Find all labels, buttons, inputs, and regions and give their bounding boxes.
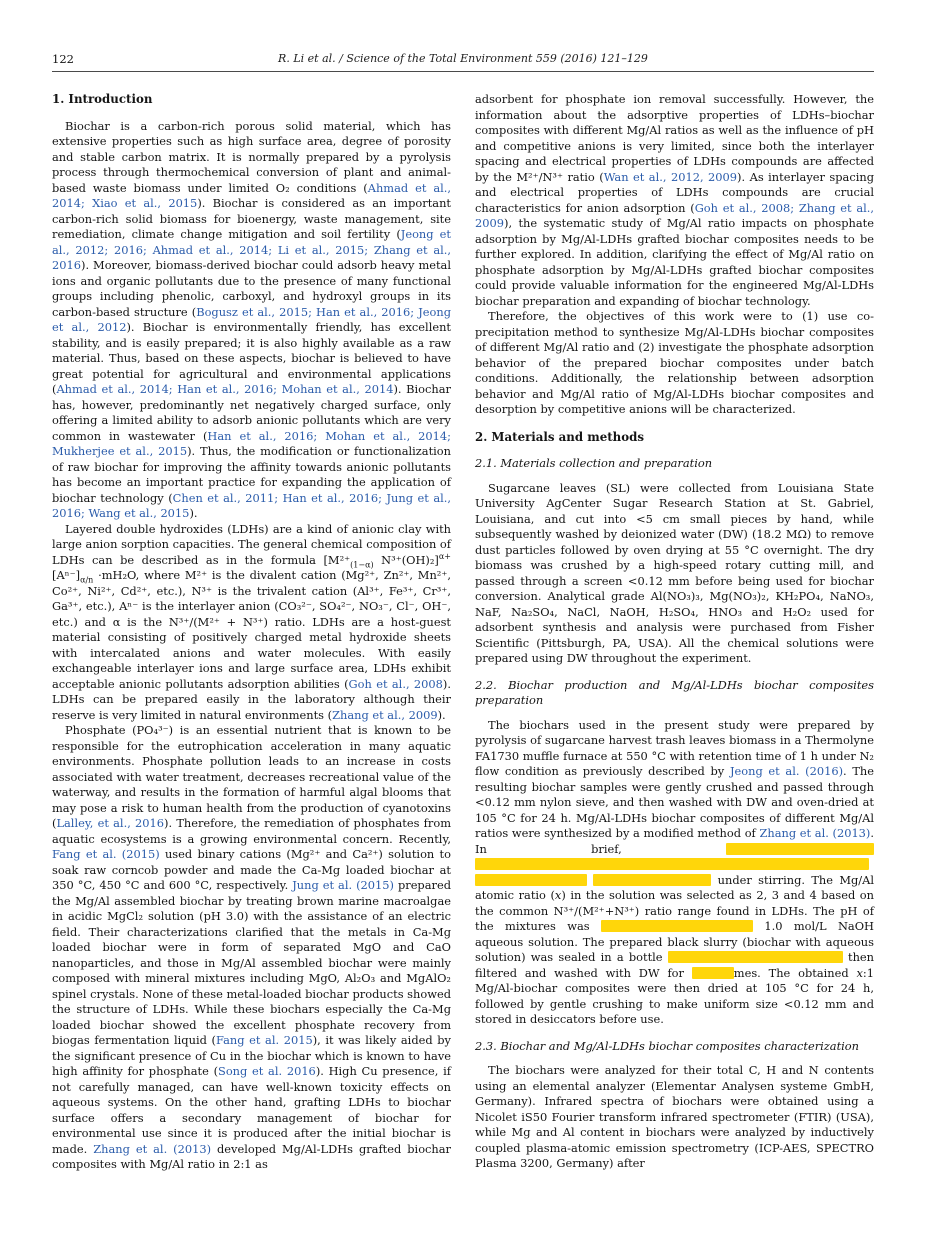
- citation-link[interactable]: Goh et al., 2008: [348, 676, 443, 691]
- section-2-3-heading: 2.3. Biochar and Mg/Al-LDHs biochar composites characterization: [475, 1038, 860, 1053]
- page-content: [52, 52, 874, 1173]
- text-run: adsorbent for phosphate ion removal successfully. However, the information about the adsorptive properties of LDHs–biochar composites with different Mg/Al ratios as well as the influence of pH and competitive anions is very limited, since both the interlayer spacing and electrical properties of LDHs compounds are affected by the M²⁺/N³⁺ ratio (: [475, 92, 874, 184]
- citation-link[interactable]: Fang et al. (2015): [52, 847, 160, 861]
- text-run: ). Thus, the modification or functionalization of raw biochar for improving the affinity towards anionic pollutants has become an important practice for expanding the application of biochar technology (: [52, 444, 451, 505]
- citation-link[interactable]: Goh et al., 2008; Zhang et al., 2009: [475, 200, 874, 230]
- text-run: ).: [189, 506, 198, 520]
- text-run: 1.0 mol/L NaOH aqueous solution. The prepared black slurry (biochar with aqueous solution) was sealed in a bottle: [475, 919, 874, 964]
- citation-link[interactable]: Zhang et al. (2013): [759, 826, 871, 840]
- citation-link[interactable]: Song et al. 2016: [218, 1064, 316, 1078]
- text-run: developed Mg/Al-LDHs grafted biochar composites with Mg/Al ratio in 2:1 as: [52, 1141, 451, 1171]
- text-run: α+: [438, 551, 451, 561]
- citation-link[interactable]: Jung et al. (2015): [292, 878, 394, 892]
- text-run: ), the systematic study of Mg/Al ratio impacts on phosphate adsorption by Mg/Al-LDHs grafted biochar composites needs to be further explored. In addition, clarifying the effect of Mg/Al ratio on phosphate adsorption by Mg/Al-LDHs grafted biochar composites could provide valuable information for the engineered Mg/Al-LDHs biochar preparation and expanding of biochar technology.: [475, 216, 874, 308]
- section-1-heading: 1. Introduction: [52, 92, 153, 106]
- paragraph: [52, 723, 451, 1173]
- text-run: ). Biochar has, however, predominantly net negatively charged surface, only offering a limited ability to adsorb anionic pollutants which are very common in wastewater (: [52, 382, 451, 443]
- text-run: Phosphate (PO₄³⁻) is an essential nutrient that is known to be responsible for the eutrophication acceleration in many aquatic environments. Phosphate pollution leads to an increase in costs associated with water treatment, decreases recreational value of the waterway, and results in the formation of harmful algal blooms that may pose a risk to human health from the production of cyanotoxins (: [52, 723, 451, 830]
- citation-link[interactable]: Han et al., 2016; Mohan et al., 2014; Mukherjee et al., 2015: [52, 428, 451, 458]
- text-run: x: [554, 888, 562, 902]
- text-run: x: [856, 965, 863, 980]
- text-run: The biochars were analyzed for their total C, H and N contents using an elemental analyzer (Elementar Analysen systeme GmbH, Germany). Infrared spectra of biochars were obtained using a Nicolet iS50 Fourier transform infrared spectrometer (FTIR) (USA), while Mg and Al content in biochars were analyzed by inductively coupled plasma-atomic emission spectrometry (ICP-AES, SPECTRO Plasma 3200, Germany) after: [475, 1063, 874, 1170]
- paragraph: [475, 309, 874, 418]
- section-2-1-paragraphs: [475, 481, 874, 667]
- highlight-redaction: [726, 843, 874, 855]
- text-run: . The resulting biochar samples were gently crushed and passed through <0.12 mm nylon sieve, and then washed with DW and oven-dried at 105 °C for 24 h. Mg/Al-LDHs biochar composites of different Mg/Al ratios were synthesized by a modified method of: [475, 764, 875, 840]
- introduction-continued-paragraphs: [475, 92, 874, 418]
- text-run: Layered double hydroxides (LDHs) are a kind of anionic clay with large anion sorption capacities. The general chemical composition of LDHs can be described as in the formula [M²⁺: [52, 521, 451, 567]
- text-run: ), it was likely aided by the significant presence of Cu in the biochar which is known to have high affinity for phosphate (: [52, 1033, 451, 1078]
- text-run: ·mH₂O, where M²⁺ is the divalent cation (Mg²⁺, Zn²⁺, Mn²⁺, Co²⁺, Ni²⁺, Cd²⁺, etc.), N³⁺ is the trivalent cation (Al³⁺, Fe³⁺, Cr³⁺, Ga³⁺, etc.), Aⁿ⁻ is the interlayer anion (CO₃²⁻, SO₄²⁻, NO₃⁻, Cl⁻, OH⁻, etc.) and α is the N³⁺/(M²⁺ + N³⁺) ratio. LDHs are a host-guest material consisting of positively charged metal hydroxide sheets with intercalated anions and water molecules. With easily exchangeable interlayer ions and large surface area, LDHs exhibit acceptable anionic pollutants adsorption abilities (: [52, 568, 451, 691]
- citation-link[interactable]: Bogusz et al., 2015; Han et al., 2016; Jeong et al., 2012: [52, 304, 452, 334]
- text-run: ). Biochar is considered as an important carbon-rich solid biomass for bioenergy, waste management, site remediation, climate change mitigation and soil fertility (: [52, 196, 451, 241]
- paragraph: [475, 92, 874, 309]
- highlight-redaction: [692, 967, 734, 979]
- text-run: . In brief,: [475, 826, 875, 856]
- text-run: mes. The obtained: [733, 965, 857, 980]
- citation-link[interactable]: Chen et al., 2011; Han et al., 2016; Jung et al., 2016; Wang et al., 2015: [52, 490, 452, 520]
- text-run: ). Moreover, biomass-derived biochar could adsorb heavy metal ions and organic pollutants due to the presence of many functional groups including phenolic, carboxyl, and hydroxyl groups in its carbon-based structure (: [52, 258, 451, 319]
- citation-link[interactable]: Ahmad et al., 2014; Han et al., 2016; Mohan et al., 2014: [56, 382, 394, 396]
- section-2-1-heading: 2.1. Materials collection and preparation: [475, 456, 713, 470]
- text-run: The biochars used in the present study were prepared by pyrolysis of sugarcane harvest trash leaves biomass in a Thermolyne FA1730 muffle furnace at 550 °C with retention time of 1 h under N₂ flow condition as previously described by: [475, 717, 874, 778]
- citation-link[interactable]: Jeong et al. (2016): [729, 764, 844, 778]
- highlight-redaction: [593, 874, 711, 886]
- citation-link[interactable]: Wan et al., 2012, 2009: [603, 169, 738, 184]
- citation-link[interactable]: Fang et al. 2015: [215, 1033, 313, 1047]
- text-run: ). Therefore, the remediation of phosphates from aquatic ecosystems is a growing environmental concern. Recently,: [52, 816, 451, 846]
- text-run: N³⁺(OH)₂]: [373, 552, 439, 567]
- text-run: :1 Mg/Al-biochar composites were then dried at 105 °C for 24 h, followed by gentle crushing to make uniform size <0.12 mm and stored in desiccators before use.: [475, 965, 874, 1026]
- section-2-heading: 2. Materials and methods: [475, 429, 644, 444]
- citation-link[interactable]: Jeong et al., 2012; 2016; Ahmad et al., 2014; Li et al., 2015; Zhang et al., 2016: [52, 227, 452, 272]
- text-run: prepared the Mg/Al assembled biochar by treating brown marine macroalgae in acidic MgCl₂ solution (pH 3.0) with the assistance of an electric field. Their characterizations clarified that the metals in Ca-Mg loaded biochar were in form of separated MgO and CaO nanoparticles, and those in Mg/Al assembled biochar were mainly composed with mineral mixtures including MgO, Al₂O₃ and MgAlO₂ spinel crystals. None of these metal-loaded biochar products showed the structure of LDHs. While these biochars especially the Ca-Mg loaded biochar showed the excellent phosphate recovery from biogas fermentation liquid (: [52, 878, 451, 1047]
- section-2-2-heading: 2.2. Biochar production and Mg/Al-LDHs biochar composites preparation: [475, 677, 874, 707]
- highlight-redaction: [475, 874, 587, 886]
- highlight-redaction: [475, 858, 869, 870]
- highlight-redaction: [668, 951, 843, 963]
- citation-link[interactable]: Lalley, et al., 2016: [56, 816, 165, 830]
- text-run: ). LDHs can be prepared easily in the laboratory although their reserve is very limited in natural environments (: [52, 676, 451, 722]
- paragraph: [475, 718, 874, 1028]
- paragraph: [475, 1063, 874, 1172]
- citation-link[interactable]: Zhang et al. (2013): [93, 1141, 212, 1156]
- text-run: Sugarcane leaves (SL) were collected from Louisiana State University AgCenter Sugar Research Station at St. Gabriel, Louisiana, and cut into <5 cm small pieces by hand, while subsequently washed by deionized water (DW) (18.2 MΩ) to remove dust particles followed by oven drying at 55 °C overnight. The dry biomass was crushed by a high-speed rotary cutting mill, and passed through a screen <0.12 mm before being used for biochar conversion. Analytical grade Al(NO₃)₃, Mg(NO₃)₂, KH₂PO₄, NaNO₃, NaF, Na₂SO₄, NaCl, NaOH, H₂SO₄, HNO₃ and H₂O₂ used for adsorbent synthesis and analysis were purchased from Fisher Scientific (Pittsburgh, PA, USA). All the chemical solutions were prepared using DW throughout the experiment.: [475, 480, 874, 665]
- text-run: under stirring. The Mg/Al atomic ratio (: [475, 872, 874, 902]
- text-run: [Aⁿ⁻]: [52, 568, 81, 582]
- introduction-paragraphs: [52, 119, 451, 1173]
- text-run: α/n: [80, 575, 94, 585]
- text-run: (1−α): [350, 559, 374, 569]
- section-2-2-paragraphs: [475, 718, 874, 1028]
- left-column: [52, 92, 451, 1173]
- page-number: 122: [52, 52, 74, 66]
- page-header: [52, 52, 874, 72]
- text-run: Biochar is a carbon-rich porous solid material, which has extensive properties such as high surface area, degree of porosity and stable carbon matrix. It is normally prepared by a pyrolysis process through thermochemical conversion of plant and animal-based waste biomass under limited O₂ conditions (: [52, 118, 451, 195]
- highlight-redaction: [601, 920, 753, 932]
- two-column-body: [52, 92, 874, 1173]
- text-run: ) in the solution was selected as 2, 3 and 4 based on the common N³⁺/(M²⁺+N³⁺) ratio range found in LDHs. The pH of the mixtures was: [475, 888, 874, 933]
- citation-link[interactable]: Zhang et al., 2009: [332, 707, 438, 722]
- paragraph: [475, 481, 874, 667]
- text-run: then filtered and washed with DW for: [475, 950, 874, 980]
- paragraph: [52, 119, 451, 522]
- text-run: Therefore, the objectives of this work were to (1) use co-precipitation method to synthesize Mg/Al-LDHs biochar composites of different Mg/Al ratio and (2) investigate the phosphate adsorption behavior of the prepared biochar composites under batch conditions. Additionally, the relationship between adsorption behavior and Mg/Al ratio of Mg/Al-LDHs biochar composites and desorption by competitive anions will be characterized.: [475, 309, 874, 416]
- text-run: used binary cations (Mg²⁺ and Ca²⁺) solution to soak raw corncob powder and made the Ca-Mg loaded biochar at 350 °C, 450 °C and 600 °C, respectively.: [52, 847, 451, 892]
- section-2-3-paragraphs: [475, 1063, 874, 1172]
- text-run: ).: [437, 707, 446, 722]
- citation-link[interactable]: Ahmad et al., 2014; Xiao et al., 2015: [52, 180, 451, 210]
- text-run: ). Biochar is environmentally friendly, has excellent stability, and is easily prepared; it is also highly available as a raw material. Thus, based on these aspects, biochar is believed to have great potential for agricultural and environmental applications (: [52, 320, 451, 396]
- running-head: R. Li et al. / Science of the Total Environment 559 (2016) 121–129: [278, 52, 648, 65]
- paragraph: [52, 522, 451, 724]
- text-run: ). High Cu presence, if not carefully managed, can have well-known toxicity effects on aqueous systems. On the other hand, grafting LDHs to biochar surface offers a secondary management of biochar for environmental use since it is produced after the initial biochar is made.: [52, 1064, 451, 1156]
- text-run: ). As interlayer spacing and electrical properties of LDHs compounds are crucial characteristics for anion adsorption (: [475, 169, 874, 215]
- right-column: [475, 92, 874, 1173]
